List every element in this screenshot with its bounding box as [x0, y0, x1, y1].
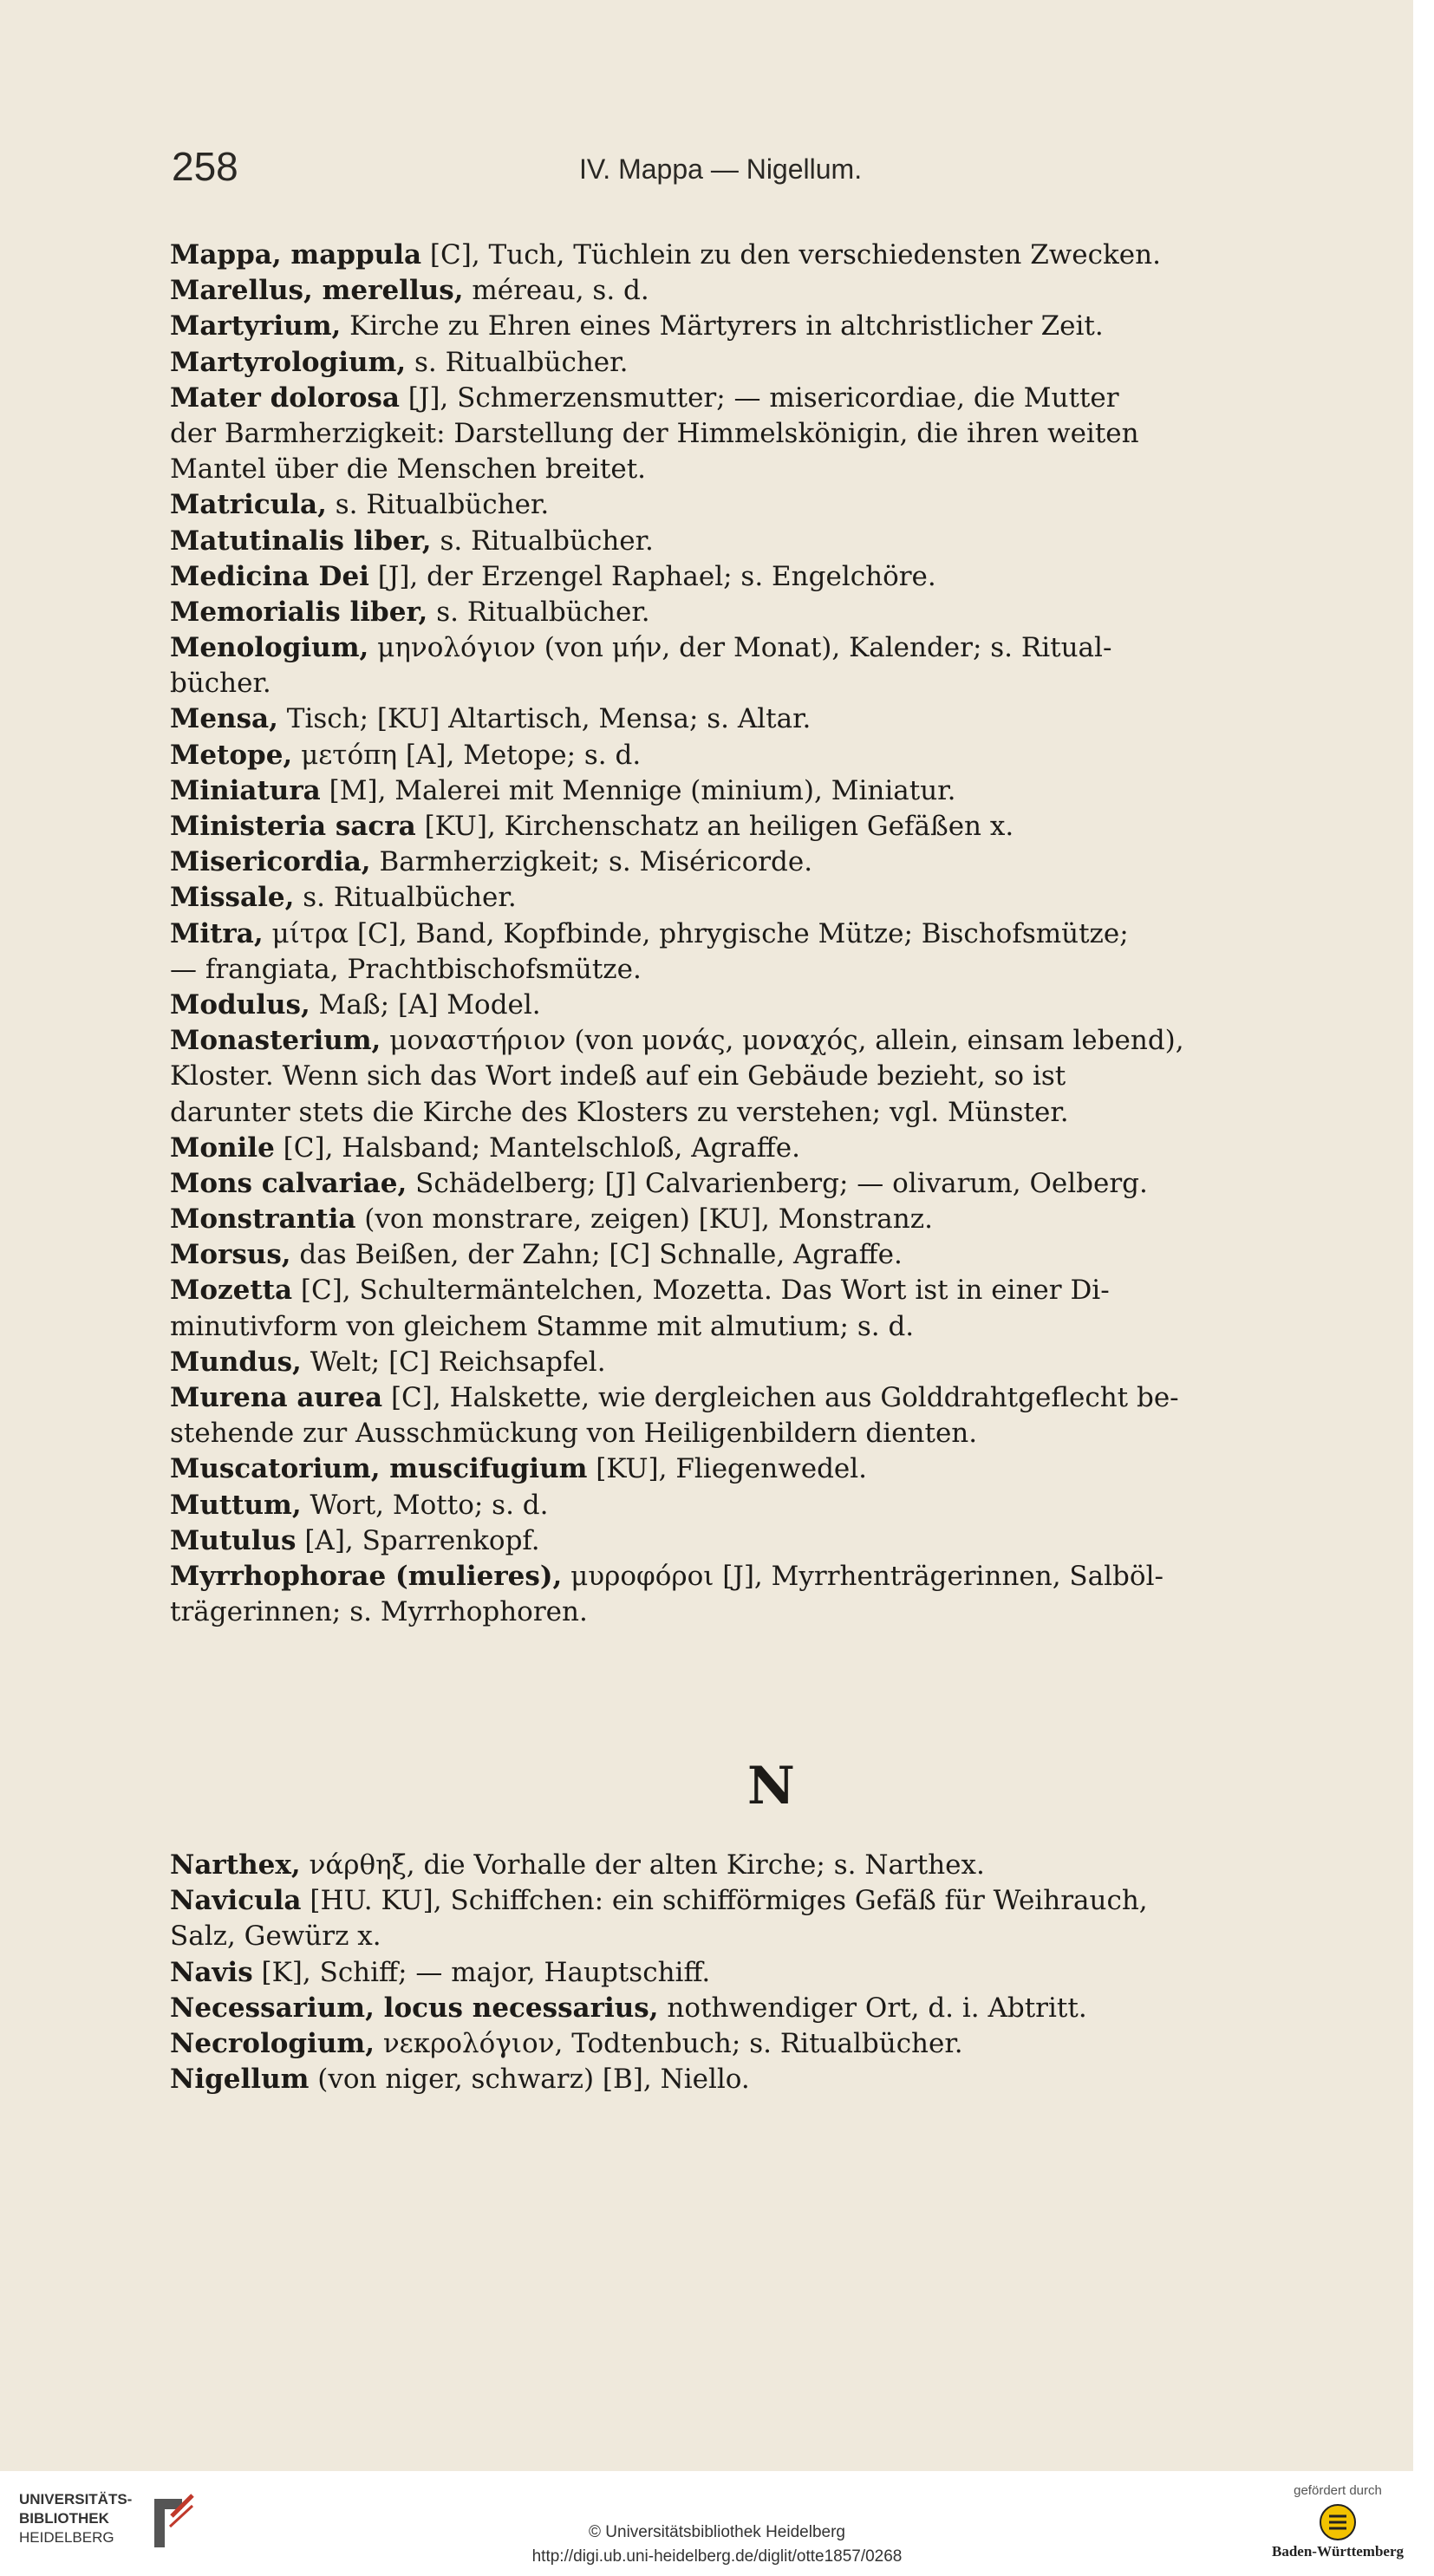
entry-definition: Salz, Gewürz x.: [170, 1921, 381, 1953]
footer-bar: [0, 2471, 1434, 2576]
entry-definition: Welt; [C] Reichsapfel.: [301, 1346, 606, 1378]
entry-line: [170, 630, 1323, 666]
entry-headword: Narthex,: [170, 1849, 301, 1881]
entry-line: [170, 1380, 1323, 1416]
entry-line: [170, 416, 1323, 452]
entry-line: [170, 880, 1323, 916]
entry-definition: minutivform von gleichem Stamme mit almutium; s. d.: [170, 1310, 915, 1342]
entry-definition: [M], Malerei mit Mennige (minium), Miniatur.: [320, 774, 956, 806]
entry-definition: s. Ritualbücher.: [406, 346, 629, 378]
entry-definition: [C], Halsband; Mantelschloß, Agraffe.: [274, 1131, 800, 1164]
entry-headword: Martyrologium,: [170, 346, 407, 378]
entry-headword: Muttum,: [170, 1489, 302, 1521]
entry-line: [170, 309, 1323, 344]
entry-definition: Schädelberg; [J] Calvarienberg; — olivarum, Oelberg.: [407, 1167, 1148, 1199]
entry-definition: νάρθηξ, die Vorhalle der alten Kirche; s. Narthex.: [300, 1849, 985, 1881]
entry-headword: Myrrhophorae (mulieres),: [170, 1560, 563, 1592]
entry-headword: Miniatura: [170, 774, 321, 806]
entry-line: [170, 1166, 1323, 1202]
entry-line: [170, 1345, 1323, 1380]
entry-line: [170, 273, 1323, 309]
entry-line: [170, 952, 1323, 988]
sponsor-name: Baden-Württemberg: [1271, 2543, 1405, 2560]
library-name-line2: BIBLIOTHEK: [19, 2510, 109, 2527]
section-letter: N: [747, 1756, 795, 1816]
entry-line: [170, 345, 1323, 381]
entry-definition: darunter stets die Kirche des Klosters zu verstehen; vgl. Münster.: [170, 1096, 1069, 1128]
sponsor-label: gefördert durch: [1294, 2483, 1382, 2498]
entry-line: [170, 1309, 1323, 1345]
entry-definition: [HU. KU], Schiffchen: ein schifförmiges Gefäß für Weihrauch,: [301, 1885, 1148, 1917]
entry-line: [170, 1273, 1323, 1308]
entry-line: [170, 773, 1323, 809]
entry-line: [170, 988, 1323, 1023]
entry-line: [170, 1488, 1323, 1523]
entry-headword: Monile: [170, 1131, 275, 1164]
entry-line: [170, 701, 1323, 737]
entry-definition: [C], Tuch, Tüchlein zu den verschiedensten Zwecken.: [421, 239, 1161, 271]
entry-definition: der Barmherzigkeit: Darstellung der Himmelskönigin, die ihren weiten: [170, 417, 1139, 449]
entry-line: [170, 1095, 1323, 1131]
entry-line: [170, 666, 1323, 701]
entry-line: [170, 1416, 1323, 1451]
entry-headword: Navis: [170, 1956, 253, 1988]
entry-headword: Monasterium,: [170, 1025, 381, 1057]
entry-definition: [J], Schmerzensmutter; — misericordiae, die Mutter: [399, 382, 1119, 414]
entry-definition: μίτρα [C], Band, Kopfbinde, phrygische Mütze; Bischofsmütze;: [263, 917, 1129, 949]
entry-definition: Barmherzigkeit; s. Miséricorde.: [370, 846, 813, 878]
entry-definition: μετόπη [A], Metope; s. d.: [292, 739, 642, 771]
entry-headword: Navicula: [170, 1885, 302, 1917]
entry-definition: trägerinnen; s. Myrrhophoren.: [170, 1596, 588, 1628]
entry-line: [170, 1919, 1323, 1954]
entry-line: [170, 1023, 1323, 1059]
entry-line: [170, 1059, 1323, 1094]
entry-line: [170, 2062, 1323, 2097]
entry-headword: Nigellum: [170, 2064, 310, 2096]
entry-headword: Murena aurea: [170, 1382, 383, 1413]
entry-headword: Necessarium, locus necessarius,: [170, 1992, 659, 2024]
entry-line: [170, 1955, 1323, 1991]
entry-line: [170, 1523, 1323, 1559]
entry-line: [170, 238, 1323, 273]
entry-definition: Wort, Motto; s. d.: [301, 1489, 549, 1521]
entry-headword: Medicina Dei: [170, 560, 369, 592]
entry-definition: s. Ritualbücher.: [431, 525, 654, 557]
entry-definition: Mantel über die Menschen breitet.: [170, 453, 647, 486]
entry-line: [170, 1559, 1323, 1595]
entry-headword: Mensa,: [170, 703, 278, 735]
entry-definition: [K], Schiff; — major, Hauptschiff.: [252, 1956, 711, 1988]
entry-headword: Missale,: [170, 882, 295, 914]
entry-headword: Morsus,: [170, 1239, 291, 1271]
entry-definition: Tisch; [KU] Altartisch, Mensa; s. Altar.: [277, 703, 812, 735]
entry-definition: bücher.: [170, 668, 271, 700]
entry-definition: [J], der Erzengel Raphael; s. Engelchöre.: [368, 560, 936, 592]
copyright-text: © Universitätsbibliothek Heidelberg: [589, 2523, 845, 2541]
entry-definition: νεκρολόγιον, Todtenbuch; s. Ritualbücher.: [374, 2027, 963, 2059]
entry-headword: Modulus,: [170, 988, 310, 1021]
entry-headword: Memorialis liber,: [170, 596, 428, 628]
entry-line: [170, 1991, 1323, 2026]
entry-line: [170, 809, 1323, 845]
entries-n-list: [170, 1848, 1323, 2097]
entry-line: [170, 1848, 1323, 1883]
entry-line: [170, 1883, 1323, 1919]
entry-line: [170, 1202, 1323, 1237]
entry-definition: μυροφόροι [J], Myrrhenträgerinnen, Salböl-: [562, 1560, 1163, 1592]
coat-of-arms-icon: [1319, 2503, 1357, 2541]
entry-definition: stehende zur Ausschmückung von Heiligenbildern dienten.: [170, 1418, 978, 1450]
entry-definition: s. Ritualbücher.: [294, 882, 517, 914]
entry-headword: Mappa, mappula: [170, 239, 422, 271]
entry-definition: méreau, s. d.: [463, 275, 649, 307]
entry-line: [170, 2026, 1323, 2062]
entry-headword: Mundus,: [170, 1346, 302, 1378]
entry-definition: — frangiata, Prachtbischofsmütze.: [170, 953, 642, 985]
entry-headword: Ministeria sacra: [170, 811, 416, 842]
library-name-line3: HEIDELBERG: [19, 2529, 114, 2546]
entry-definition: [C], Halskette, wie dergleichen aus Golddrahtgeflecht be-: [382, 1382, 1179, 1413]
entry-headword: Mozetta: [170, 1275, 293, 1307]
entry-definition: [C], Schultermäntelchen, Mozetta. Das Wort ist in einer Di-: [292, 1275, 1110, 1307]
entry-definition: (von niger, schwarz) [B], Niello.: [309, 2064, 750, 2096]
entry-definition: [KU], Kirchenschatz an heiligen Gefäßen x.: [415, 811, 1014, 842]
entry-headword: Monstrantia: [170, 1203, 356, 1236]
entry-headword: Marellus, merellus,: [170, 275, 464, 307]
entry-headword: Matutinalis liber,: [170, 525, 432, 557]
entry-definition: [A], Sparrenkopf.: [296, 1524, 540, 1556]
entry-definition: nothwendiger Ort, d. i. Abtritt.: [658, 1992, 1087, 2024]
page-number: 258: [172, 144, 238, 189]
entry-definition: μοναστήριον (von μονάς, μοναχός, allein, einsam lebend),: [381, 1025, 1184, 1057]
entry-line: [170, 487, 1323, 523]
permalink[interactable]: http://digi.ub.uni-heidelberg.de/diglit/otte1857/0268: [531, 2547, 903, 2566]
entry-definition: Kloster. Wenn sich das Wort indeß auf ein Gebäude bezieht, so ist: [170, 1060, 1066, 1092]
entry-line: [170, 381, 1323, 416]
entry-line: [170, 559, 1323, 595]
page-header: [172, 143, 1264, 195]
entry-headword: Mons calvariae,: [170, 1167, 407, 1199]
entry-definition: das Beißen, der Zahn; [C] Schnalle, Agraffe.: [290, 1239, 903, 1271]
entry-definition: [KU], Fliegenwedel.: [587, 1453, 868, 1485]
entry-line: [170, 1131, 1323, 1166]
entry-line: [170, 845, 1323, 880]
entry-headword: Mutulus: [170, 1524, 297, 1556]
entry-headword: Mater dolorosa: [170, 382, 400, 414]
entry-definition: Maß; [A] Model.: [310, 988, 541, 1021]
entry-line: [170, 1237, 1323, 1273]
entry-definition: s. Ritualbücher.: [427, 596, 650, 628]
entry-definition: Kirche zu Ehren eines Märtyrers in altchristlicher Zeit.: [341, 310, 1104, 342]
library-name-line1: UNIVERSITÄTS-: [19, 2491, 133, 2508]
entries-m-list: [170, 238, 1323, 1630]
entry-line: [170, 452, 1323, 487]
entry-headword: Martyrium,: [170, 310, 342, 342]
entry-line: [170, 916, 1323, 952]
entry-headword: Misericordia,: [170, 846, 371, 878]
running-head: IV. Mappa — Nigellum.: [579, 153, 863, 185]
entry-line: [170, 524, 1323, 559]
sponsor-block[interactable]: [1264, 2483, 1411, 2560]
entry-definition: μηνολόγιον (von μήν, der Monat), Kalender; s. Ritual-: [368, 632, 1112, 664]
entry-line: [170, 1451, 1323, 1487]
entry-headword: Metope,: [170, 739, 293, 771]
entry-line: [170, 595, 1323, 630]
entry-definition: s. Ritualbücher.: [326, 489, 550, 521]
entry-headword: Muscatorium, muscifugium: [170, 1453, 588, 1485]
entry-headword: Matricula,: [170, 489, 327, 521]
entry-line: [170, 1595, 1323, 1630]
entry-headword: Necrologium,: [170, 2027, 375, 2059]
entry-headword: Mitra,: [170, 917, 264, 949]
entry-headword: Menologium,: [170, 632, 369, 664]
entry-definition: (von monstrare, zeigen) [KU], Monstranz.: [355, 1203, 933, 1236]
entry-line: [170, 738, 1323, 773]
